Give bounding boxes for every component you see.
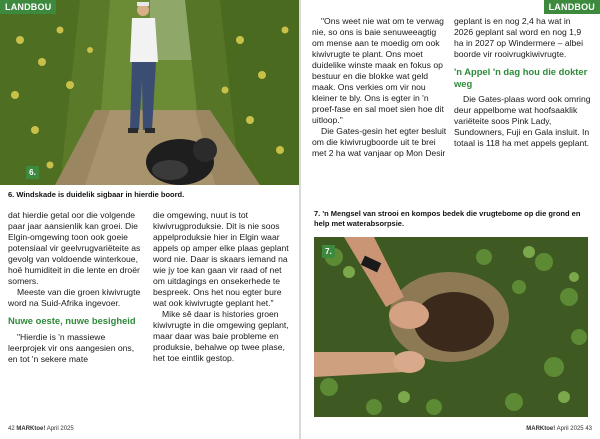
page-footer — [8, 425, 74, 433]
mulch-illustration — [314, 237, 588, 417]
photo-number-badge: 6. — [26, 166, 39, 179]
paragraph: "Ons weet nie wat om te verwag nie, so ons is baie senuweeagtig om mense aan te moedig om ook kiwivrugte te plant. Ons moet duidelike winste maak en fokus op bestuur en die blokke wat geld maak. Ons verkies om vir nou kleiner te bly. Ons is egter in 'n proef-fase en sal moet sien hoe dit uitloop." — [312, 16, 444, 125]
photo-caption: 7. 'n Mengsel van strooi en kompos bedek die vrugtebome op die grond en help met waterabsorpsie. — [314, 209, 581, 228]
left-page — [0, 0, 299, 439]
article-column-3 — [312, 16, 450, 159]
section-tab: LANDBOU — [0, 0, 56, 14]
issue-date: April 2025 — [46, 426, 74, 432]
mulch-photo — [314, 237, 588, 417]
paragraph: Die Gates-gesin het egter besluit om die kiwivrugboorde uit te brei met 2 ha wat vanjaar op Mon Desir — [312, 126, 447, 158]
paragraph: geplant is en nog 2,4 ha wat in 2026 geplant sal word en nog 1,9 ha in 2027 op Windermere – albei boorde vir rooivrugkiwivrugte. — [454, 16, 583, 59]
page-number: 42 — [8, 426, 15, 432]
page-footer — [526, 425, 592, 433]
paragraph: Meeste van die groen kiwivrugte word na Suid-Afrika ingevoer. — [8, 287, 141, 308]
paragraph: Mike sê daar is histories groen kiwivrugte in die omgewing geplant, maar daar was baie probleme en produksie, behalwe op twee plase, het toe eintlik gestop. — [153, 309, 289, 363]
paragraph: die omgewing, nuut is tot kiwivrugproduksie. Dit is nie soos appelproduksie hier in Elgin waar appels op amper elke plaas geplant word nie. Daar is skaars iemand na wie jy toe kan gaan vir raad of net om uitdagings en onsekerhede te bespreek. Ons het nou egter bure wat ook kiwivrugte geplant het." — [153, 210, 289, 308]
orchard-illustration — [0, 0, 299, 185]
paragraph: Die Gates-plaas word ook omring deur appelbome wat hoofsaaklik variëteite soos Pink Lady, Sundowners, Fuji en Gala insluit. In totaal is 118 ha met appels geplant. — [454, 94, 591, 148]
magazine-name: MARKtoe! — [526, 426, 556, 432]
photo-number-badge: 7. — [322, 245, 335, 258]
article-column-2 — [153, 210, 291, 364]
issue-date: April 2025 — [556, 426, 584, 432]
section-heading: Nuwe oeste, nuwe besigheid — [8, 315, 136, 326]
article-column-1 — [8, 210, 142, 365]
page-number: 43 — [585, 426, 592, 432]
section-tab: LANDBOU — [544, 0, 600, 14]
orchard-photo — [0, 0, 299, 185]
photo-caption: 6. Windskade is duidelik sigbaar in hierdie boord. — [8, 190, 185, 199]
section-heading: 'n Appel 'n dag hou die dokter weg — [454, 66, 588, 89]
article-column-4 — [454, 16, 592, 149]
paragraph: dat hierdie getal oor die volgende paar jaar aansienlik kan groei. Die Elgin-omgewing toon ook goeie potensiaal vir geelvrugvariëteite as gevolg van voldoende winterkoue, hoë humiditeit in die lente en droër somers. — [8, 210, 141, 286]
paragraph: "Hierdie is 'n massiewe leerprojek vir ons aangesien ons, en tot 'n sekere mate — [8, 331, 135, 364]
magazine-name: MARKtoe! — [16, 426, 46, 432]
